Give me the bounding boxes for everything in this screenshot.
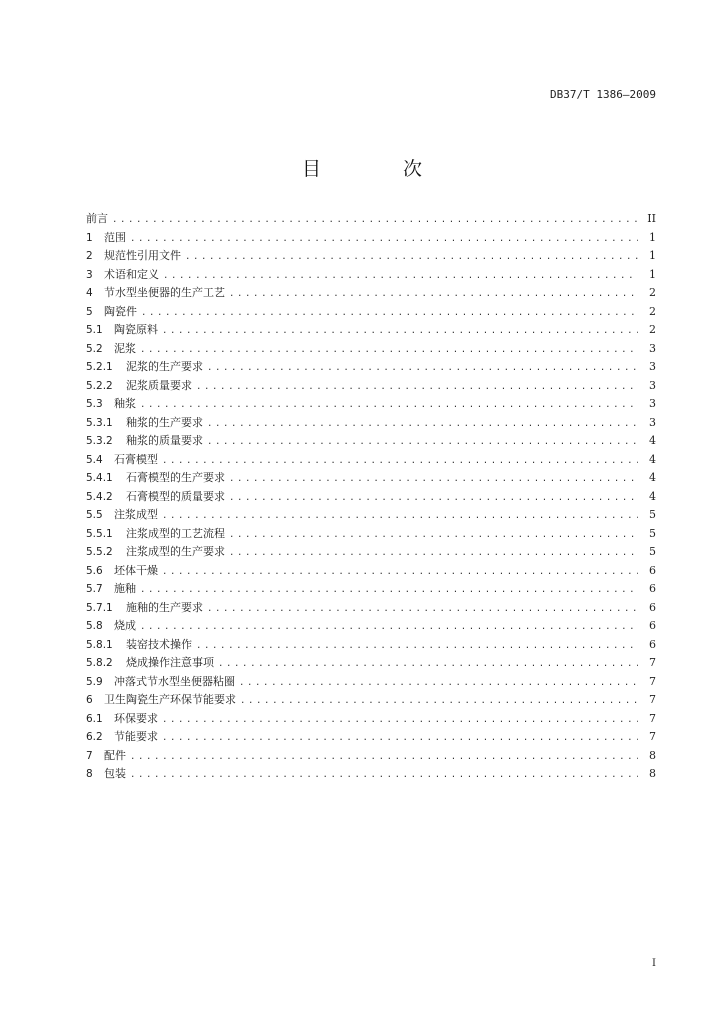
toc-entry-page: 2: [649, 286, 656, 299]
toc-entry-number: 5.3.1: [86, 416, 113, 429]
toc-entry-page: 8: [649, 767, 656, 780]
toc-entry-title: 冲落式节水型坐便器粘圈: [114, 674, 235, 688]
toc-leader-dots: [140, 618, 638, 637]
toc-entry-title: 坯体干燥: [114, 563, 158, 577]
toc-entry[interactable]: [86, 229, 656, 248]
toc-entry-number: 5.7.1: [86, 601, 113, 614]
toc-entry-page: 6: [649, 600, 656, 614]
toc-entry-number: 6.1: [86, 712, 103, 725]
toc-entry-page: 6: [649, 582, 656, 595]
toc-entry-title: 施釉的生产要求: [126, 600, 203, 614]
toc-entry-number: 5.4: [86, 453, 103, 466]
toc-entry[interactable]: [86, 266, 656, 285]
toc-entry-number: 5.7: [86, 583, 103, 595]
toc-entry-page: 5: [649, 526, 656, 540]
toc-leader-dots: [185, 248, 638, 267]
toc-entry-title: 烧成: [114, 619, 136, 632]
toc-entry-number: 2: [86, 250, 93, 262]
toc-leader-dots: [207, 359, 638, 378]
toc-entry-number: 5: [86, 305, 93, 318]
toc-entry[interactable]: [86, 673, 656, 692]
toc-leader-dots: [140, 396, 638, 415]
toc-entry-title: 石膏模型的生产要求: [126, 471, 225, 484]
toc-entry[interactable]: [86, 432, 656, 451]
toc-entry-number: 4: [86, 287, 93, 299]
toc-entry-number: 5.8: [86, 620, 103, 632]
toc-entry[interactable]: [86, 617, 656, 636]
toc-entry-page: 4: [649, 471, 656, 484]
toc-entry-title: 节水型坐便器的生产工艺: [104, 286, 225, 299]
toc-leader-dots: [162, 729, 638, 748]
toc-entry-page: 7: [649, 693, 656, 706]
toc-entry[interactable]: [86, 488, 656, 507]
toc-entry[interactable]: [86, 321, 656, 340]
toc-entry-number: 5.3.2: [86, 435, 113, 447]
toc-entry[interactable]: [86, 543, 656, 562]
toc-entry[interactable]: [86, 506, 656, 525]
toc-entry-page: 2: [649, 304, 656, 318]
toc-leader-dots: [229, 526, 638, 545]
toc-leader-dots: [207, 433, 638, 452]
toc-entry-title: 注浆成型的生产要求: [126, 545, 225, 558]
toc-entry-page: 3: [649, 360, 656, 373]
toc-entry-number: 5.2.1: [86, 361, 113, 373]
toc-entry-title: 前言: [86, 212, 108, 225]
toc-entry-page: 1: [649, 267, 656, 281]
toc-entry[interactable]: [86, 395, 656, 414]
toc-entry-number: 5.5: [86, 509, 103, 521]
toc-entry-number: 5.1: [86, 324, 103, 336]
toc-leader-dots: [207, 600, 638, 619]
toc-entry-page: 4: [649, 452, 656, 466]
toc-entry-page: II: [647, 212, 656, 225]
toc-entry-title: 注浆成型的工艺流程: [126, 526, 225, 540]
toc-entry-page: 5: [649, 545, 656, 558]
toc-entry-title: 注浆成型: [114, 508, 158, 521]
toc-entry-page: 3: [649, 378, 656, 392]
toc-entry-title: 装窑技术操作: [126, 637, 192, 651]
toc-entry[interactable]: [86, 599, 656, 618]
toc-leader-dots: [239, 674, 638, 693]
toc-entry-title: 卫生陶瓷生产环保节能要求: [104, 693, 236, 706]
toc-leader-dots: [207, 415, 638, 434]
toc-entry-title: 陶瓷件: [104, 304, 137, 318]
toc-leader-dots: [140, 341, 638, 360]
toc-leader-dots: [196, 378, 638, 397]
toc-leader-dots: [112, 211, 638, 230]
toc-entry-number: 3: [86, 268, 93, 281]
toc-entry-title: 釉浆的质量要求: [126, 434, 203, 447]
toc-entry-title: 节能要求: [114, 730, 158, 743]
toc-entry[interactable]: [86, 580, 656, 599]
toc-entry-title: 配件: [104, 748, 126, 762]
toc-entry-page: 3: [649, 397, 656, 410]
toc-leader-dots: [130, 230, 638, 249]
toc-entry-page: 3: [649, 415, 656, 429]
toc-entry-title: 施釉: [114, 582, 136, 595]
toc-entry[interactable]: [86, 654, 656, 673]
toc-entry[interactable]: [86, 710, 656, 729]
toc-entry-title: 烧成操作注意事项: [126, 656, 214, 669]
toc-entry-page: 6: [649, 563, 656, 577]
toc-leader-dots: [162, 711, 638, 730]
toc-entry[interactable]: [86, 525, 656, 544]
toc-leader-dots: [162, 507, 638, 526]
toc-entry-number: 6.2: [86, 731, 103, 743]
toc-entry-title: 石膏模型: [114, 452, 158, 466]
toc-entry-page: 1: [649, 230, 656, 244]
toc-leader-dots: [229, 489, 638, 508]
toc-entry-title: 石膏模型的质量要求: [126, 489, 225, 503]
toc-entry[interactable]: [86, 636, 656, 655]
toc-entry-title: 釉浆的生产要求: [126, 415, 203, 429]
toc-entry-number: 5.2: [86, 342, 103, 355]
toc-entry[interactable]: [86, 414, 656, 433]
toc-entry[interactable]: [86, 562, 656, 581]
toc-entry[interactable]: [86, 247, 656, 266]
toc-entry-page: 1: [649, 249, 656, 262]
toc-entry-title: 范围: [104, 230, 126, 244]
toc-entry-title: 包装: [104, 767, 126, 780]
toc-entry-number: 8: [86, 768, 93, 780]
toc-entry-page: 8: [649, 748, 656, 762]
table-of-contents: [86, 210, 656, 784]
toc-entry[interactable]: [86, 728, 656, 747]
toc-entry-number: 5.4.1: [86, 472, 113, 484]
toc-entry-page: 2: [649, 323, 656, 336]
document-code: DB37/T 1386—2009: [550, 88, 656, 101]
toc-entry-title: 釉浆: [114, 397, 136, 410]
toc-entry-title: 环保要求: [114, 711, 158, 725]
toc-entry-number: 5.8.1: [86, 638, 113, 651]
toc-leader-dots: [162, 322, 638, 341]
toc-entry-page: 7: [649, 711, 656, 725]
page-number: I: [652, 958, 656, 969]
toc-entry[interactable]: [86, 451, 656, 470]
toc-entry-title: 规范性引用文件: [104, 249, 181, 262]
toc-entry[interactable]: [86, 747, 656, 766]
toc-entry-number: 1: [86, 231, 93, 244]
toc-entry[interactable]: [86, 358, 656, 377]
toc-leader-dots: [229, 544, 638, 563]
toc-entry[interactable]: [86, 284, 656, 303]
toc-entry-title: 泥浆: [114, 341, 136, 355]
toc-entry-title: 陶瓷原料: [114, 323, 158, 336]
toc-entry-page: 7: [649, 656, 656, 669]
toc-entry-page: 7: [649, 674, 656, 688]
toc-entry-page: 5: [649, 508, 656, 521]
toc-leader-dots: [196, 637, 638, 656]
toc-entry-number: 5.4.2: [86, 490, 113, 503]
toc-entry-number: 5.5.2: [86, 546, 113, 558]
toc-entry-page: 4: [649, 489, 656, 503]
toc-leader-dots: [229, 470, 638, 489]
toc-entry-number: 5.8.2: [86, 657, 113, 669]
toc-entry-title: 泥浆的生产要求: [126, 360, 203, 373]
toc-entry-page: 7: [649, 730, 656, 743]
toc-entry-title: 术语和定义: [104, 267, 159, 281]
toc-leader-dots: [130, 766, 638, 785]
toc-leader-dots: [218, 655, 638, 674]
toc-leader-dots: [163, 267, 638, 286]
toc-entry[interactable]: [86, 340, 656, 359]
toc-leader-dots: [162, 563, 638, 582]
toc-leader-dots: [130, 748, 638, 767]
toc-entry-title: 泥浆质量要求: [126, 378, 192, 392]
toc-leader-dots: [162, 452, 638, 471]
toc-leader-dots: [229, 285, 638, 304]
toc-entry-page: 6: [649, 637, 656, 651]
toc-entry[interactable]: [86, 377, 656, 396]
toc-entry[interactable]: [86, 210, 656, 229]
toc-entry-number: 7: [86, 749, 93, 762]
toc-entry-number: 6: [86, 694, 93, 706]
toc-entry[interactable]: [86, 765, 656, 784]
toc-leader-dots: [240, 692, 638, 711]
toc-entry-number: 5.2.2: [86, 379, 113, 392]
toc-entry-number: 5.6: [86, 564, 103, 577]
toc-entry-page: 4: [649, 434, 656, 447]
toc-entry-number: 5.3: [86, 398, 103, 410]
toc-entry[interactable]: [86, 303, 656, 322]
toc-entry-number: 5.5.1: [86, 527, 113, 540]
toc-entry-page: 6: [649, 619, 656, 632]
toc-entry-number: 5.9: [86, 675, 103, 688]
toc-leader-dots: [140, 581, 638, 600]
toc-entry-page: 3: [649, 341, 656, 355]
toc-entry[interactable]: [86, 469, 656, 488]
page-title: 目 次: [301, 158, 461, 180]
toc-leader-dots: [141, 304, 638, 323]
toc-entry[interactable]: [86, 691, 656, 710]
